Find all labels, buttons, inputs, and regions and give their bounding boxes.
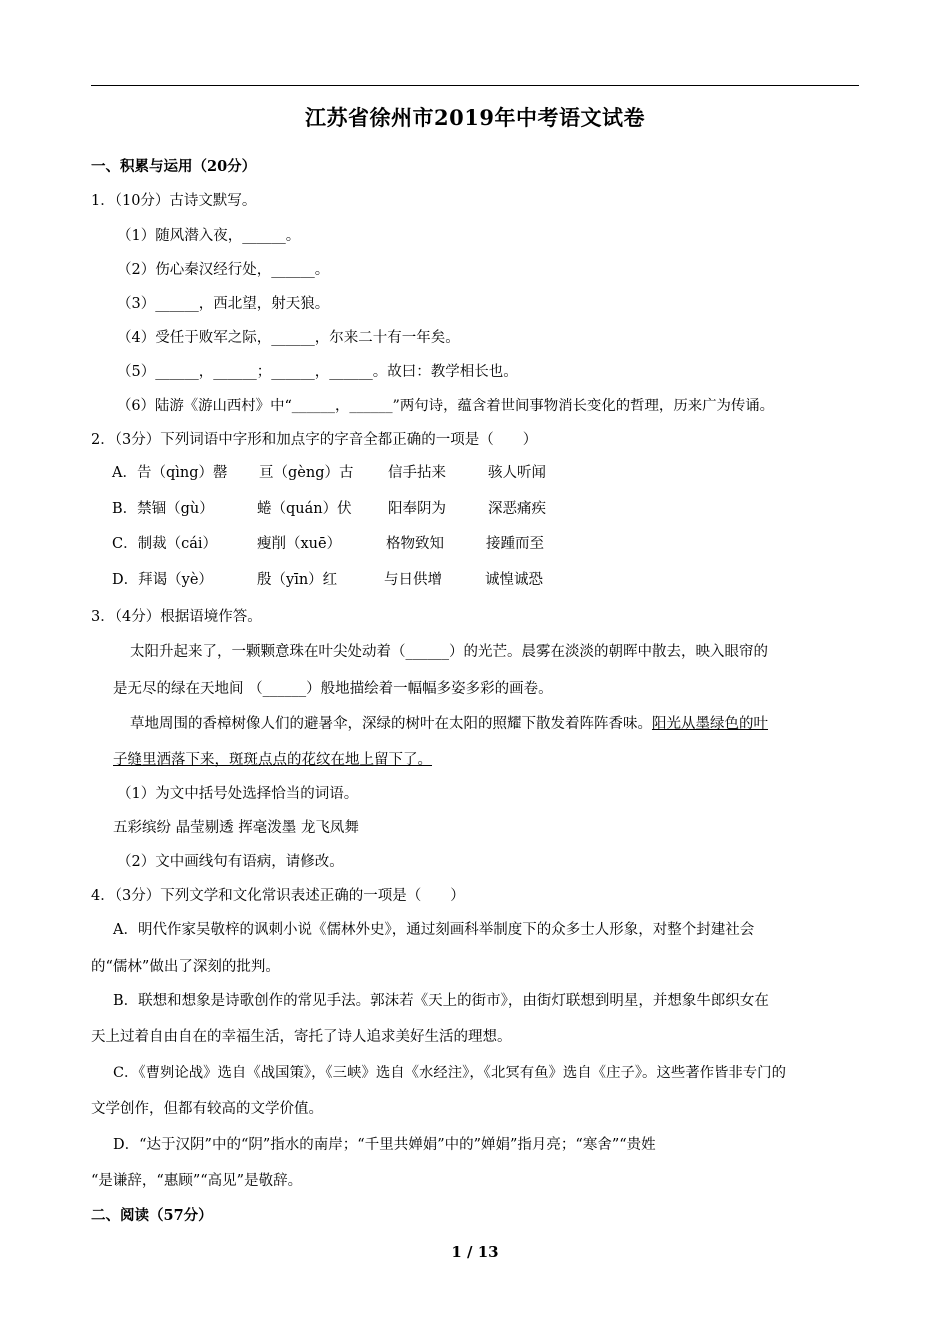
option-c-word-3: 格物致知 <box>386 536 444 552</box>
question-3-sub-2: （2）文中画线句有语病，请修改。 <box>117 854 344 870</box>
section-heading-1: 一、积累与运用（20分） <box>91 158 257 175</box>
option-d-word-4: 诚惶诚恐 <box>485 572 543 588</box>
option-b-word-2: 蜷（quán）伏 <box>257 501 352 517</box>
question-3-stem: 3．（4分）根据语境作答。 <box>91 609 262 625</box>
question-2-stem: 2．（3分）下列词语中字形和加点字的字音全都正确的一项是（ ） <box>91 432 538 448</box>
underlined-sentence-part-2: 子缝里洒落下来，斑斑点点的花纹在地上留下了。 <box>113 752 432 768</box>
option-b-word-3: 阳奉阴为 <box>388 501 446 517</box>
question-1-item-5: （5）______，______；______，______。故曰：教学相长也。 <box>117 364 518 380</box>
option-a-word-3: 信手拈来 <box>388 465 446 481</box>
question-4-option-c-line-1: C．《曹刿论战》选自《战国策》，《三峡》选自《水经注》，《北冥有鱼》选自《庄子》。这些著作皆非专门的 <box>113 1065 786 1081</box>
question-4-option-b-line-2: 天上过着自由自在的幸福生活，寄托了诗人追求美好生活的理想。 <box>91 1029 512 1045</box>
question-4-option-c-line-2: 文学创作，但都有较高的文学价值。 <box>91 1101 323 1117</box>
question-4-option-a-line-1: A．明代作家吴敬梓的讽刺小说《儒林外史》，通过刻画科举制度下的众多士人形象，对整个封建社会 <box>113 922 755 938</box>
option-a-word-4: 骇人听闻 <box>488 465 546 481</box>
header-rule <box>91 85 859 86</box>
question-4-option-d-line-2: “是谦辞，“惠顾”“高见”是敬辞。 <box>91 1173 303 1189</box>
question-1-item-2: （2）伤心秦汉经行处，______。 <box>117 262 330 278</box>
question-3-sub-1: （1）为文中括号处选择恰当的词语。 <box>117 786 359 802</box>
option-a-word-1: A．告（qìng）罄 <box>112 465 228 481</box>
question-4-option-b-line-1: B．联想和想象是诗歌创作的常见手法。郭沫若《天上的街市》，由街灯联想到明星，并想象牛郎织女在 <box>113 993 769 1009</box>
option-d-word-3: 与日供增 <box>384 572 442 588</box>
question-3-paragraph-1-line-2: 是无尽的绿在天地间 （______）般地描绘着一幅幅多姿多彩的画卷。 <box>113 681 553 697</box>
question-1-stem: 1．（10分）古诗文默写。 <box>91 193 257 209</box>
option-c-word-4: 接踵而至 <box>486 536 544 552</box>
question-3-paragraph-2-line-1 <box>130 714 768 734</box>
section-heading-2: 二、阅读（57分） <box>91 1207 213 1224</box>
option-c-word-2: 瘦削（xuē） <box>257 536 342 552</box>
paragraph-2-plain-text: 草地周围的香樟树像人们的避暑伞，深绿的树叶在太阳的照耀下散发着阵阵香味。 <box>130 716 652 732</box>
option-a-word-2: 亘（gèng）古 <box>259 465 354 481</box>
question-3-word-choices: 五彩缤纷 晶莹剔透 挥毫泼墨 龙飞凤舞 <box>113 820 359 836</box>
page-title: 江苏省徐州市2019年中考语文试卷 <box>305 105 645 130</box>
question-1-item-6: （6）陆游《游山西村》中“______，______”两句诗，蕴含着世间事物消长变化的哲理，历来广为传诵。 <box>117 398 775 414</box>
question-4-option-a-line-2: 的“儒林”做出了深刻的批判。 <box>91 959 280 975</box>
option-d-word-1: D．拜谒（yè） <box>112 572 213 588</box>
question-3-paragraph-1-line-1: 太阳升起来了，一颗颗意珠在叶尖处动着（______）的光芒。晨雾在淡淡的朝晖中散去，映入眼帘的 <box>130 644 768 660</box>
option-c-word-1: C．制裁（cái） <box>112 536 217 552</box>
option-d-word-2: 殷（yīn）红 <box>257 572 338 588</box>
option-b-word-4: 深恶痛疾 <box>488 501 546 517</box>
underlined-sentence-part-1: 阳光从墨绿色的叶 <box>652 716 768 732</box>
question-4-option-d-line-1: D．“达于汉阴”中的“阴”指水的南岸；“千里共婵娟”中的”婵娟”指月亮；“寒舍”“贵姓 <box>113 1137 656 1153</box>
question-1-item-4: （4）受任于败军之际，______，尔来二十有一年矣。 <box>117 330 460 346</box>
question-1-item-3: （3）______，西北望，射天狼。 <box>117 296 330 312</box>
question-4-stem: 4．（3分）下列文学和文化常识表述正确的一项是（ ） <box>91 888 465 904</box>
question-1-item-1: （1）随风潜入夜，______。 <box>117 228 301 244</box>
page-number: 1 / 13 <box>451 1243 499 1261</box>
option-b-word-1: B．禁锢（gù） <box>112 501 214 517</box>
